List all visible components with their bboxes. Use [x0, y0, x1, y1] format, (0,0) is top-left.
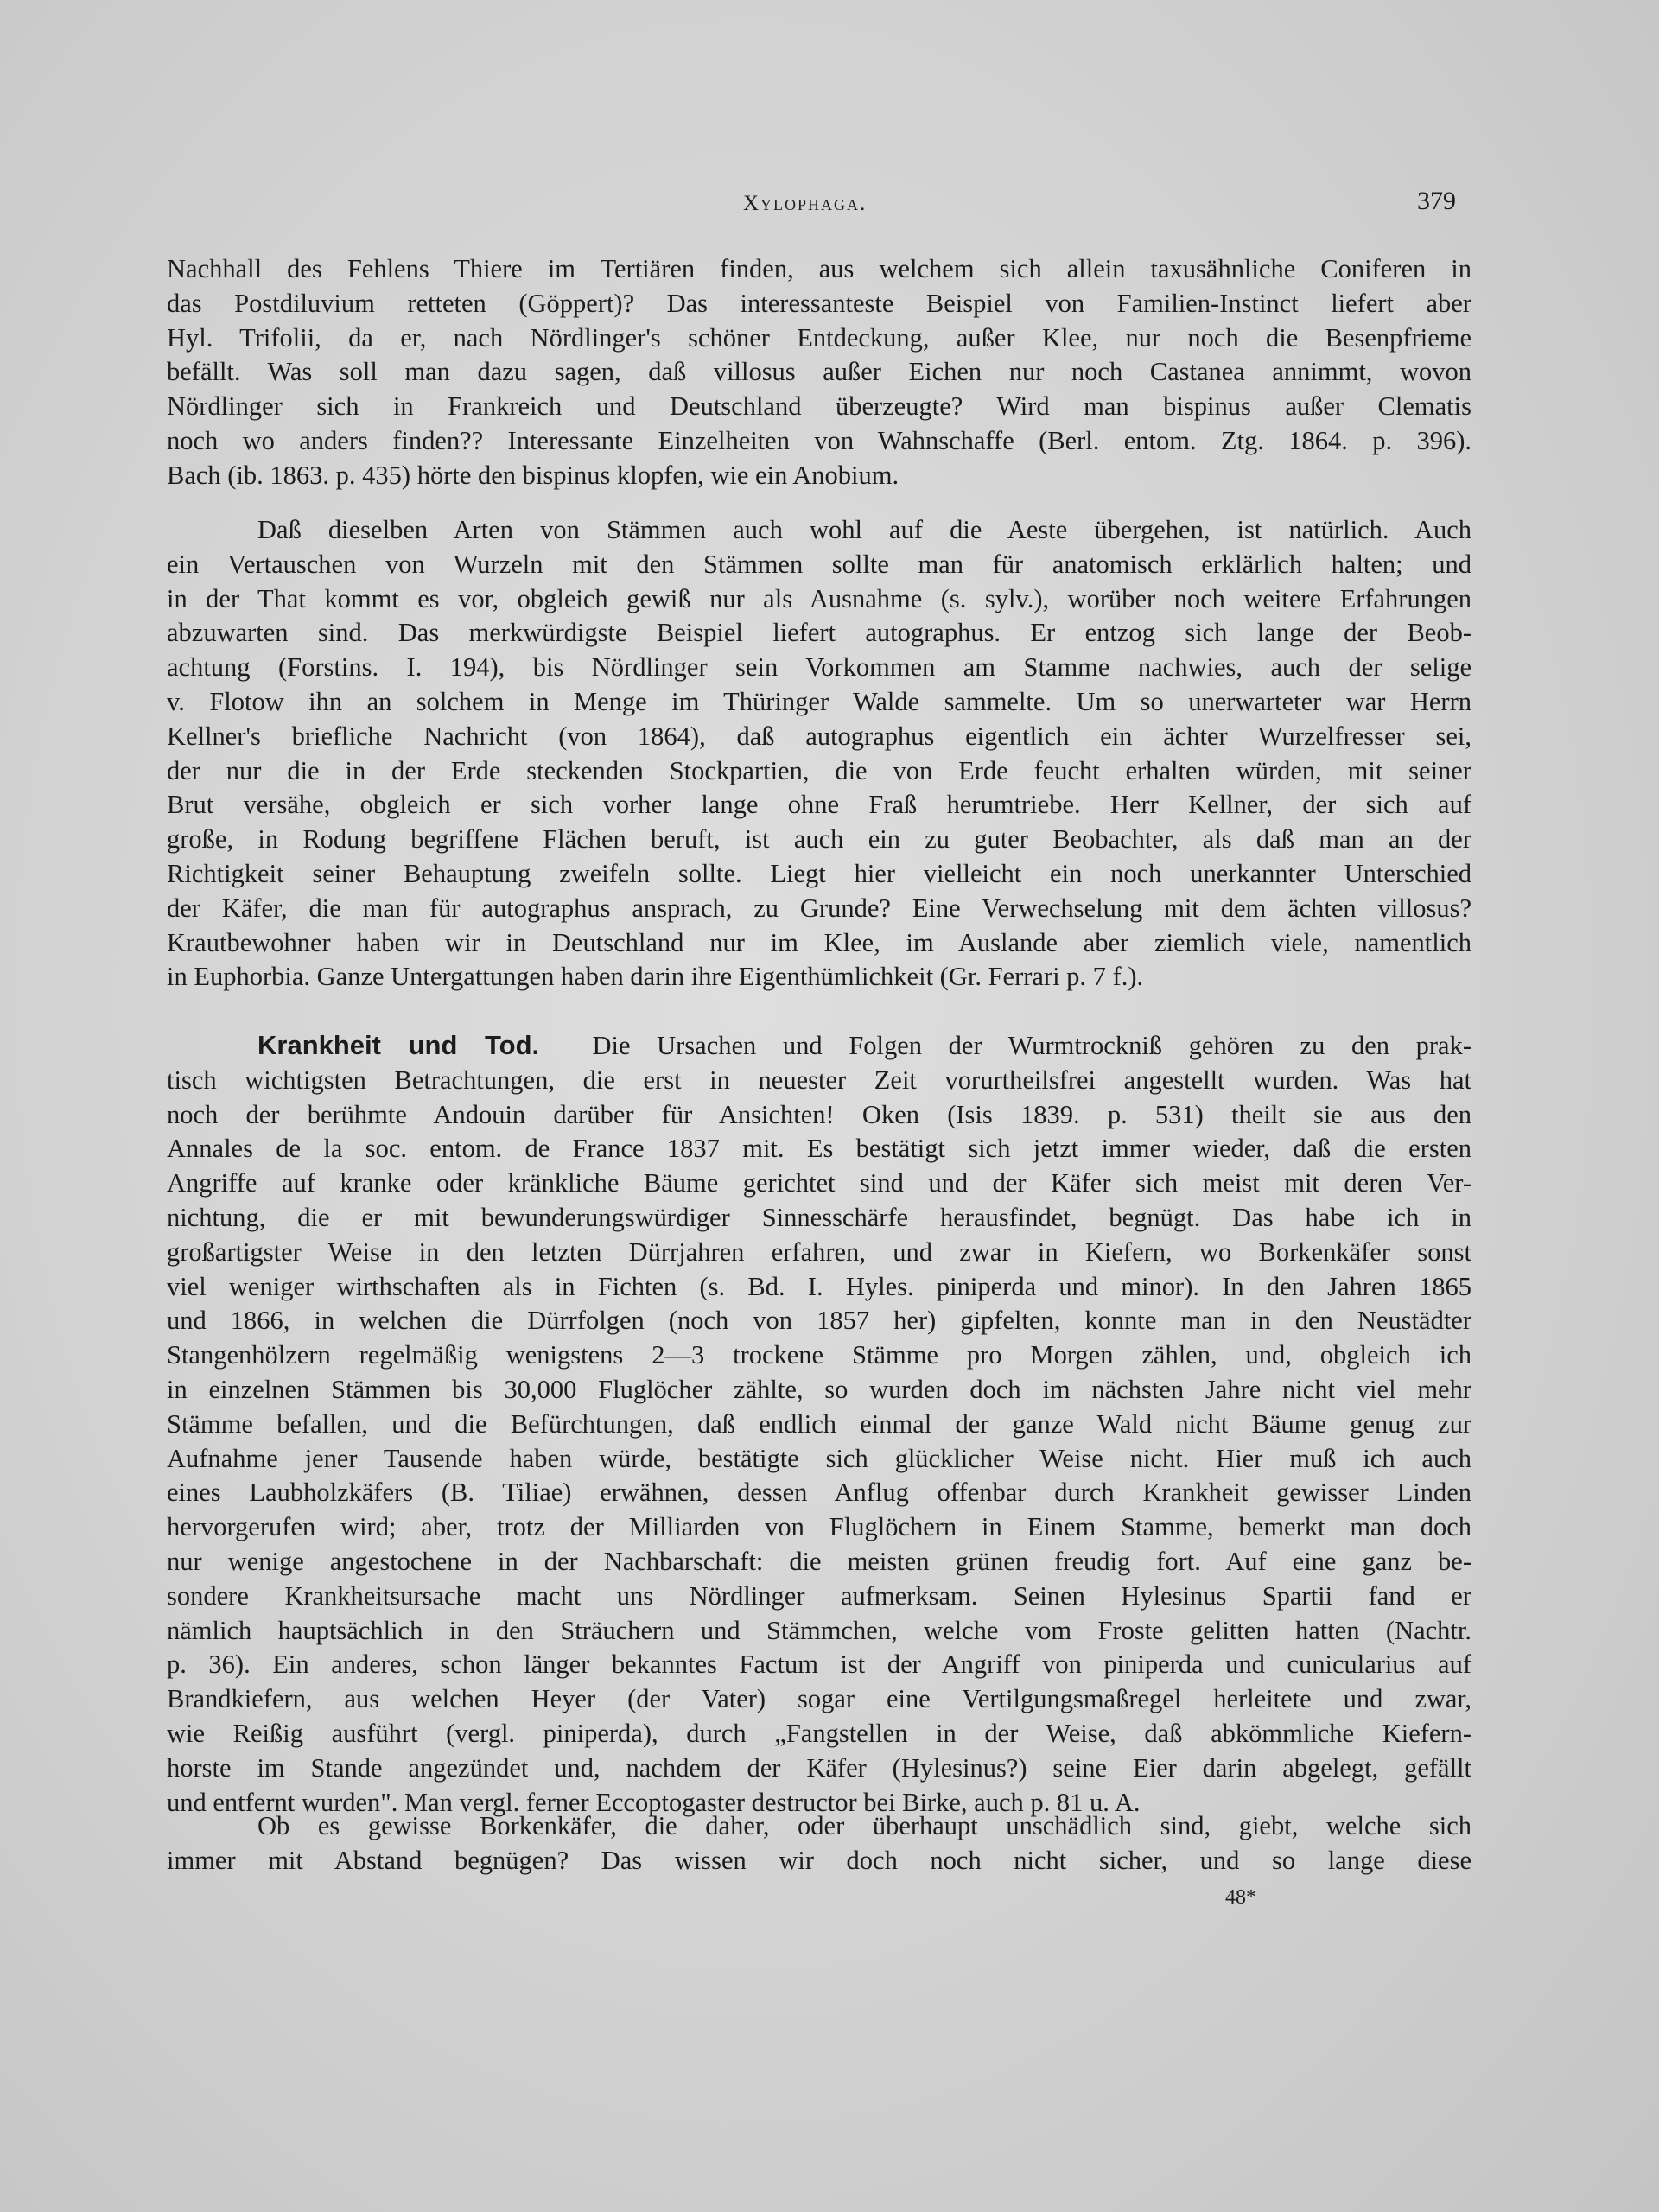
text-run: Die Ursachen und Folgen der Wurmtrockniß gehören zu den prak-: [592, 1031, 1472, 1060]
text-line: ein Vertauschen von Wurzeln mit den Stämmen sollte man für anatomisch erklärlich halten; und: [167, 549, 1471, 579]
paragraph-2: [167, 513, 1471, 995]
text-line: noch der berühmte Andouin darüber für Ansichten! Oken (Isis 1839. p. 531) theilt sie aus den: [167, 1099, 1471, 1129]
text-line: Stangenhölzern regelmäßig wenigstens 2—3 trockene Stämme pro Morgen zählen, und, obgleich ich: [167, 1340, 1471, 1370]
text-line: nichtung, die er mit bewunderungswürdiger Sinnesschärfe herausfindet, begnügt. Das habe ich in: [167, 1202, 1471, 1232]
text-line: und 1866, in welchen die Dürrfolgen (noch von 1857 her) gipfelten, konnte man in den Neustädter: [167, 1306, 1471, 1336]
text-line: v. Flotow ihn an solchem in Menge im Thüringer Walde sammelte. Um so unerwarteter war Herrn: [167, 686, 1471, 716]
signature-mark: 48*: [1225, 1886, 1256, 1909]
text-line: noch wo anders finden?? Interessante Einzelheiten von Wahnschaffe (Berl. entom. Ztg. 1864. p. 396).: [167, 425, 1471, 455]
paragraph-4: [167, 1809, 1471, 1878]
text-line: hervorgerufen wird; aber, trotz der Milliarden von Fluglöchern in Einem Stamme, bemerkt man doch: [167, 1512, 1471, 1542]
text-line: Krautbewohner haben wir in Deutschland nur im Klee, im Auslande aber ziemlich viele, namentlich: [167, 927, 1471, 957]
text-line: wie Reißig ausführt (vergl. piniperda), durch „Fangstellen in der Weise, daß abkömmliche Kiefern-: [167, 1718, 1471, 1748]
text-line: tisch wichtigsten Betrachtungen, die erst in neuester Zeit vorurtheilsfrei angestellt wurden. Was hat: [167, 1065, 1471, 1095]
text-line: Annales de la soc. entom. de France 1837 mit. Es bestätigt sich jetzt immer wieder, daß die ersten: [167, 1134, 1471, 1164]
text-line: viel weniger wirthschaften als in Fichten (s. Bd. I. Hyles. piniperda und minor). In den Jahren 1865: [167, 1271, 1471, 1301]
text-line: der nur die in der Erde steckenden Stockpartien, die von Erde feucht erhalten würden, mit seiner: [167, 755, 1471, 785]
text-line: horste im Stande angezündet und, nachdem der Käfer (Hylesinus?) seine Eier darin abgelegt, gefällt: [167, 1752, 1471, 1783]
text-line: abzuwarten sind. Das merkwürdigste Beispiel liefert autographus. Er entzog sich lange der Beob-: [167, 618, 1471, 648]
text-line: Hyl. Trifolii, da er, nach Nördlinger's schöner Entdeckung, außer Klee, nur noch die Besenpfrieme: [167, 322, 1471, 353]
text-line: Stämme befallen, und die Befürchtungen, daß endlich einmal der ganze Wald nicht Bäume genug zur: [167, 1408, 1471, 1439]
text-line: das Postdiluvium retteten (Göppert)? Das interessanteste Beispiel von Familien-Instinct liefert aber: [167, 288, 1471, 318]
text-line: Richtigkeit seiner Behauptung zweifeln sollte. Liegt hier vielleicht ein noch unerkannter Unterschied: [167, 858, 1471, 888]
text-line: große, in Rodung begriffene Flächen beruft, ist auch ein zu guter Beobachter, als daß man an der: [167, 824, 1471, 855]
text-line: Ob es gewisse Borkenkäfer, die daher, oder überhaupt unschädlich sind, giebt, welche sich: [257, 1811, 1471, 1840]
text-line: befällt. Was soll man dazu sagen, daß villosus außer Eichen nur noch Castanea annimmt, wovon: [167, 357, 1471, 387]
text-line: großartigster Weise in den letzten Dürrjahren erfahren, und zwar in Kiefern, wo Borkenkäfer sonst: [167, 1236, 1471, 1267]
paragraph-1: [167, 252, 1471, 493]
text-line: in der That kommt es vor, obgleich gewiß nur als Ausnahme (s. sylv.), worüber noch weitere Erfahrungen: [167, 583, 1471, 613]
text-line: in einzelnen Stämmen bis 30,000 Fluglöcher zählte, so wurden doch im nächsten Jahre nicht viel mehr: [167, 1374, 1471, 1404]
text-line: nämlich hauptsächlich in den Sträuchern und Stämmchen, welche vom Froste gelitten hatten (Nachtr.: [167, 1615, 1471, 1645]
text-line: Angriffe auf kranke oder kränkliche Bäume gerichtet sind und der Käfer sich meist mit deren Ver-: [167, 1168, 1471, 1198]
text-line: und entfernt wurden". Man vergl. ferner Eccoptogaster destructor bei Birke, auch p. 81 u. A.: [167, 1787, 1141, 1817]
text-line: Nördlinger sich in Frankreich und Deutschland überzeugte? Wird man bispinus außer Clematis: [167, 391, 1471, 422]
text-line: Bach (ib. 1863. p. 435) hörte den bispinus klopfen, wie ein Anobium.: [167, 460, 899, 490]
page-number: 379: [1417, 187, 1456, 215]
text-line: Brandkiefern, aus welchen Heyer (der Vater) sogar eine Vertilgungsmaßregel herleitete und zwar,: [167, 1684, 1471, 1714]
text-line: Nachhall des Fehlens Thiere im Tertiären finden, aus welchem sich allein taxusähnliche Coniferen in: [167, 254, 1471, 283]
text-line: in Euphorbia. Ganze Untergattungen haben darin ihre Eigenthümlichkeit (Gr. Ferrari p. 7 f.).: [167, 962, 1144, 992]
text-line: sondere Krankheitsursache macht uns Nördlinger aufmerksam. Seinen Hylesinus Spartii fand er: [167, 1580, 1471, 1611]
text-line: Kellner's briefliche Nachricht (von 1864), daß autographus eigentlich ein ächter Wurzelfresser sei,: [167, 721, 1471, 751]
text-line: eines Laubholzkäfers (B. Tiliae) erwähnen, dessen Anflug offenbar durch Krankheit gewisser Linden: [167, 1478, 1471, 1508]
text-line: nur wenige angestochene in der Nachbarschaft: die meisten grünen freudig fort. Auf eine ganz be-: [167, 1546, 1471, 1576]
text-line: immer mit Abstand begnügen? Das wissen wir doch noch nicht sicher, und so lange diese: [167, 1845, 1471, 1875]
text-line: Aufnahme jener Tausende haben würde, bestätigte sich glücklicher Weise nicht. Hier muß ich auch: [167, 1443, 1471, 1473]
running-title: Xylophaga.: [743, 192, 868, 215]
paragraph-3: [167, 1028, 1471, 1820]
text-line: achtung (Forstins. I. 194), bis Nördlinger sein Vorkommen am Stamme nachwies, auch der selige: [167, 652, 1471, 683]
text-line: der Käfer, die man für autographus ansprach, zu Grunde? Eine Verwechselung mit dem ächten villosus?: [167, 893, 1471, 923]
text-line: [167, 1028, 1471, 1064]
section-heading: Krankheit und Tod.: [257, 1030, 540, 1060]
text-line: p. 36). Ein anderes, schon länger bekanntes Factum ist der Angriff von piniperda und cunicularius auf: [167, 1649, 1471, 1680]
text-line: Daß dieselben Arten von Stämmen auch wohl auf die Aeste übergehen, ist natürlich. Auch: [257, 515, 1471, 544]
text-line: Brut versähe, obgleich er sich vorher lange ohne Fraß herumtriebe. Herr Kellner, der sich auf: [167, 790, 1471, 820]
